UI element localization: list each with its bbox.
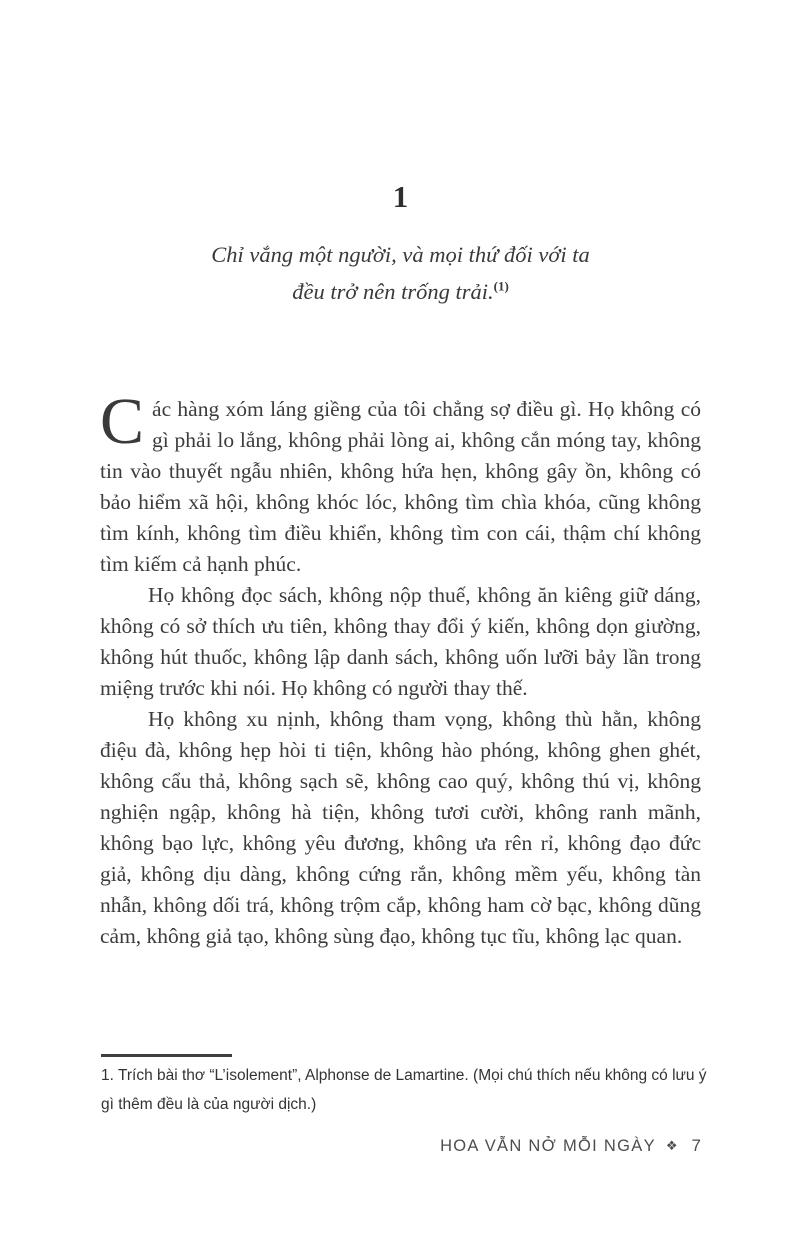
drop-cap: C	[100, 385, 145, 458]
page-footer	[440, 1136, 701, 1156]
epigraph	[0, 236, 801, 310]
footnote-ref-marker: (1)	[493, 278, 509, 294]
epigraph-line-1: Chỉ vắng một người, và mọi thứ đối với ta	[211, 242, 590, 267]
running-title: HOA VẪN NỞ MỖI NGÀY	[440, 1136, 656, 1155]
page-number: 7	[691, 1136, 701, 1155]
paragraph-3: Họ không xu nịnh, không tham vọng, không thù hằn, không điệu đà, không hẹp hòi ti tiện, không hào phóng, không ghen ghét, không cẩu thả, không sạch sẽ, không cao quý, không thú vị, không nghiện ngập, không hà tiện, không tươi cười, không ranh mãnh, không bạo lực, không yêu đương, không ưa rên rỉ, không đạo đức giả, không dịu dàng, không cứng rắn, không mềm yếu, không tàn nhẫn, không dối trá, không trộm cắp, không ham cờ bạc, không dũng cảm, không giả tạo, không sùng đạo, không tục tĩu, không lạc quan.	[100, 707, 701, 948]
footnote-text: 1. Trích bài thơ “L’isolement”, Alphonse de Lamartine. (Mọi chú thích nếu không có lưu ý gì thêm đều là của người dịch.)	[101, 1067, 707, 1113]
body-text	[100, 385, 701, 952]
epigraph-line-2-text: đều trở nên trống trải.	[292, 279, 494, 304]
diamond-icon: ❖	[665, 1138, 678, 1154]
paragraph-1	[100, 385, 701, 580]
paragraph-1-text: ác hàng xóm láng giềng của tôi chẳng sợ điều gì. Họ không có gì phải lo lắng, không phải lòng ai, không cắn móng tay, không tin vào thuyết ngẫu nhiên, không hứa hẹn, không gây ồn, không có bảo hiểm xã hội, không khóc lóc, không tìm chìa khóa, cũng không tìm kính, không tìm điều khiển, không tìm con cái, thậm chí không tìm kiếm cả hạnh phúc.	[100, 397, 701, 576]
epigraph-line-2	[0, 273, 801, 310]
footnote-rule	[101, 1054, 232, 1057]
chapter-number: 1	[392, 179, 409, 214]
paragraph-2: Họ không đọc sách, không nộp thuế, không ăn kiêng giữ dáng, không có sở thích ưu tiên, không thay đổi ý kiến, không dọn giường, không hút thuốc, không lập danh sách, không uốn lưỡi bảy lần trong miệng trước khi nói. Họ không có người thay thế.	[100, 583, 701, 700]
